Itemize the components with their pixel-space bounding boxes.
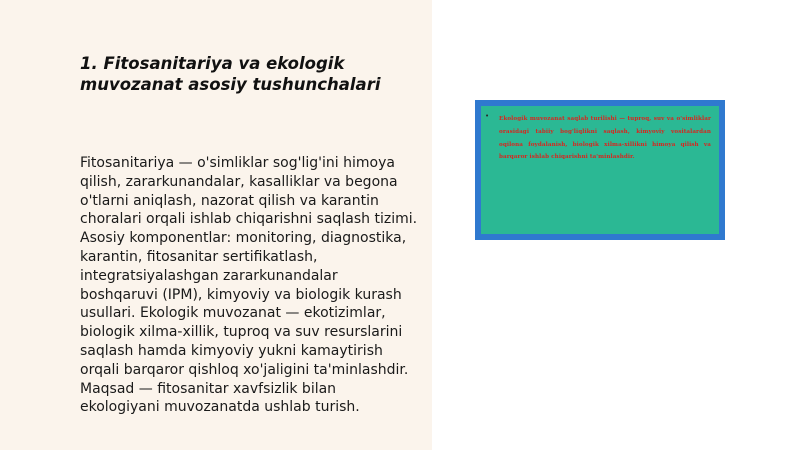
figure-text-box — [481, 106, 719, 234]
figure-text: Ekologik muvozanat saqlab turilishi — tuproq, suv va o'simliklar orasidagi tabiiy bog'liqlikni saqlash, kimyoviy vositalardan oqilona foydalanish, biologik xilma-xillikni himoya qilish va barqaror ishlab chiqarishni ta'minlashdir. — [499, 116, 711, 161]
bullet-icon: • — [485, 112, 490, 120]
slide-figure — [475, 100, 725, 240]
slide-title: 1. Fitosanitariya va ekologik muvozanat asosiy tushunchalari — [80, 54, 381, 94]
slide-body-text: Fitosanitariya — o'simliklar sog'lig'ini himoya qilish, zararkunandalar, kasalliklar va begona o'tlarni aniqlash, nazorat qilish va karantin choralari orqali ishlab chiqarishni saqlash tizimi. Asosiy komponentlar: monitoring, diagnostika, karantin, fitosanitar sertifikatlash, integratsiyalashgan zararkunandalar boshqaruvi (IPM), kimyoviy va biologik kurash usullari. Ekologik muvozanat — ekotizimlar, biologik xilma-xillik, tuproq va suv resurslarini saqlash hamda kimyoviy yukni kamaytirish orqali barqaror qishloq xo'jaligini ta'minlashdir. Maqsad — fitosanitar xavfsizlik bilan ekologiyani muvozanatda ushlab turish. — [80, 155, 418, 416]
